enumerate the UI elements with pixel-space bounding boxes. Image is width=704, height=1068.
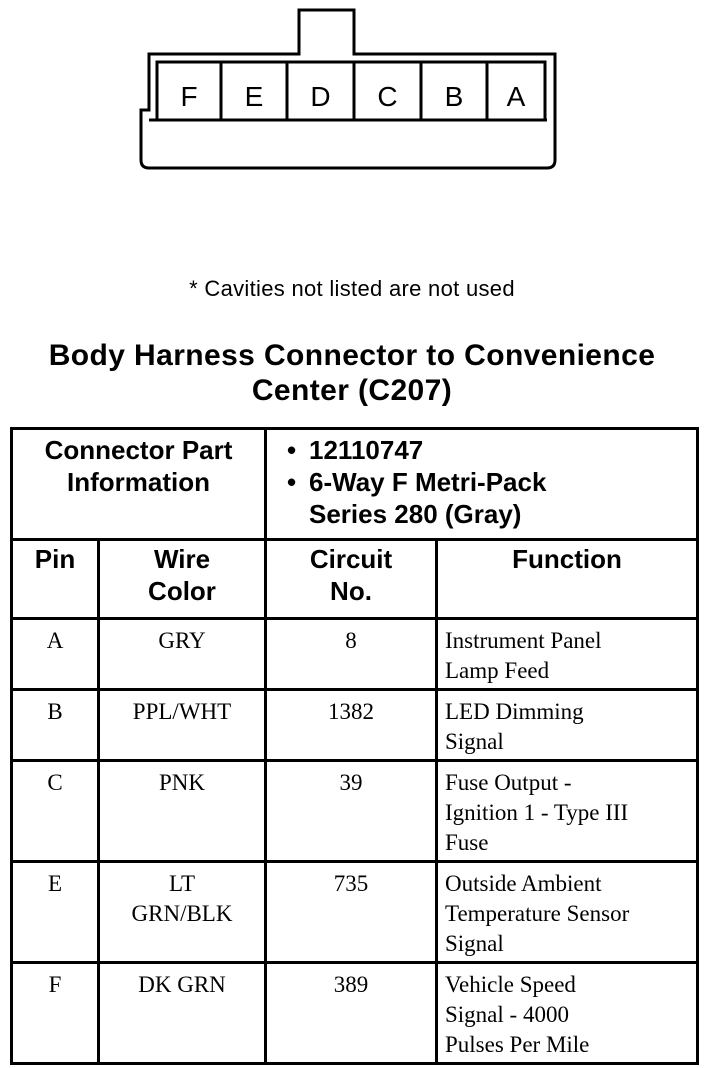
cavity-label: D	[310, 81, 331, 112]
circuit-cell: 8	[266, 619, 437, 690]
cavity-label: F	[180, 81, 198, 112]
pinout-table	[10, 427, 699, 1065]
function-cell: Outside Ambient Temperature Sensor Signal	[437, 862, 698, 963]
function-cell: LED Dimming Signal	[437, 690, 698, 761]
connector-face-diagram	[0, 0, 704, 230]
table-row	[12, 761, 698, 862]
pin-cell: C	[12, 761, 99, 862]
wire-color-cell: PNK	[99, 761, 266, 862]
cavity-label: E	[244, 81, 264, 112]
part-info-values	[266, 429, 698, 540]
cavity-label: B	[444, 81, 464, 112]
header-pin: Pin	[12, 540, 99, 619]
connector-outline	[141, 10, 555, 168]
wire-color-cell: PPL/WHT	[99, 690, 266, 761]
wire-color-cell: GRY	[99, 619, 266, 690]
cavity-e	[221, 62, 287, 120]
title-line-2: Center (C207)	[251, 374, 453, 407]
table-row	[12, 690, 698, 761]
wire-color-cell: LT GRN/BLK	[99, 862, 266, 963]
cavity-f	[157, 62, 221, 120]
part-info-label: Connector Part Information	[12, 429, 266, 540]
pin-cell: F	[12, 963, 99, 1064]
function-cell: Fuse Output - Ignition 1 - Type III Fuse	[437, 761, 698, 862]
pin-cell: A	[12, 619, 99, 690]
function-cell: Instrument Panel Lamp Feed	[437, 619, 698, 690]
circuit-cell: 735	[266, 862, 437, 963]
cavity-label: C	[377, 81, 398, 112]
circuit-cell: 1382	[266, 690, 437, 761]
circuit-cell: 39	[266, 761, 437, 862]
header-function: Function	[437, 540, 698, 619]
header-wire-color: Wire Color	[99, 540, 266, 619]
title-line-1: Body Harness Connector to Convenience	[48, 339, 656, 372]
cavity-c	[354, 62, 421, 120]
cavity-a	[487, 62, 545, 120]
cavity-label: A	[506, 81, 526, 112]
page-title	[0, 338, 704, 408]
table-row	[12, 963, 698, 1064]
header-circuit-no: Circuit No.	[266, 540, 437, 619]
pin-cell: E	[12, 862, 99, 963]
part-info-row	[12, 429, 698, 540]
cavity-d	[287, 62, 354, 120]
part-number: • 12110747	[309, 434, 696, 466]
unused-cavities-note: * Cavities not listed are not used	[189, 276, 515, 301]
part-description: • 6-Way F Metri-Pack Series 280 (Gray)	[309, 466, 696, 530]
wire-color-cell: DK GRN	[99, 963, 266, 1064]
table-row	[12, 862, 698, 963]
pin-rows	[12, 619, 698, 1064]
circuit-cell: 389	[266, 963, 437, 1064]
table-row	[12, 619, 698, 690]
pin-cell: B	[12, 690, 99, 761]
header-row	[12, 540, 698, 619]
cavity-b	[421, 62, 487, 120]
function-cell: Vehicle Speed Signal - 4000 Pulses Per Mile	[437, 963, 698, 1064]
